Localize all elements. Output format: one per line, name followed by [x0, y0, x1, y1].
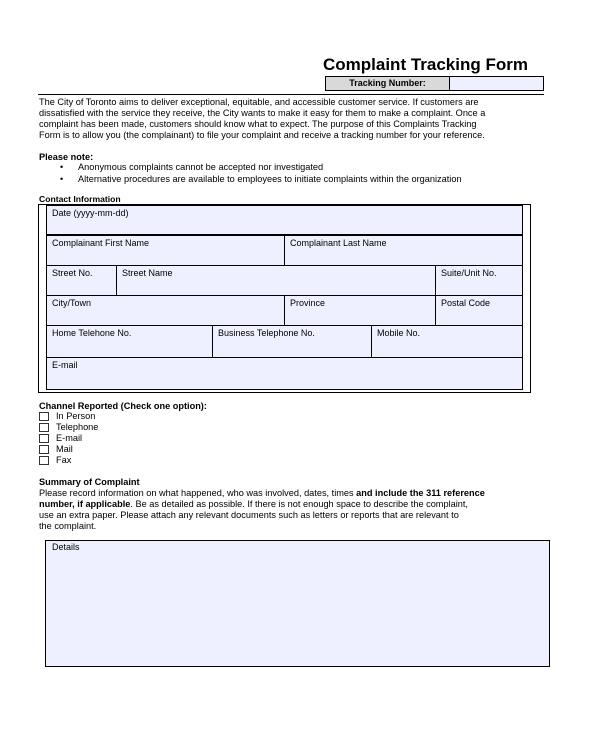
- business-phone-label: Business Telephone No.: [218, 328, 315, 338]
- city-label: City/Town: [52, 298, 92, 308]
- last-name-field[interactable]: [284, 235, 523, 266]
- intro-line-2: dissatisfied with the service they receive, the City wants to make it easy for them to make a complaint. Once a: [39, 108, 486, 118]
- street-no-field[interactable]: [46, 265, 117, 296]
- mobile-field[interactable]: [371, 325, 523, 358]
- details-textarea[interactable]: [45, 540, 550, 667]
- email-label: E-mail: [52, 360, 78, 370]
- summary-line-4: the complaint.: [39, 521, 97, 531]
- intro-line-4: Form is to allow you (the complainant) to file your complaint and receive a tracking number for your reference.: [39, 130, 485, 140]
- note-bullet-1: [60, 162, 540, 173]
- date-label: Date (yyyy-mm-dd): [52, 208, 129, 218]
- header-divider: [38, 94, 544, 95]
- checkbox[interactable]: [39, 423, 49, 432]
- checkbox[interactable]: [39, 445, 49, 454]
- note-bullet-text: Alternative procedures are available to employees to initiate complaints within the organization: [78, 174, 462, 184]
- intro-line-3: complaint has been made, customers should know what to expect. The purpose of this Complaints Tracking: [39, 119, 477, 129]
- city-field[interactable]: [46, 295, 285, 326]
- last-name-label: Complainant Last Name: [290, 238, 387, 248]
- first-name-label: Complainant First Name: [52, 238, 150, 248]
- channel-option-label: Fax: [56, 455, 72, 465]
- contact-heading: Contact Information: [39, 194, 121, 204]
- street-name-label: Street Name: [122, 268, 173, 278]
- channel-option-label: Telephone: [56, 422, 99, 432]
- first-name-field[interactable]: [46, 235, 285, 266]
- suite-label: Suite/Unit No.: [441, 268, 497, 278]
- channel-heading: Channel Reported (Check one option):: [39, 401, 207, 411]
- street-name-field[interactable]: [116, 265, 436, 296]
- intro-line-1: The City of Toronto aims to deliver exceptional, equitable, and accessible customer service. If customers are: [39, 97, 479, 107]
- postal-code-label: Postal Code: [441, 298, 491, 308]
- summary-text: Please record information on what happened, who was involved, dates, times: [39, 488, 357, 498]
- business-phone-field[interactable]: [212, 325, 372, 358]
- page-title: Complaint Tracking Form: [323, 55, 528, 74]
- channel-option-label: In Person: [56, 411, 96, 421]
- suite-field[interactable]: [435, 265, 523, 296]
- home-phone-field[interactable]: [46, 325, 213, 358]
- note-heading: Please note:: [39, 152, 94, 162]
- tracking-number-field[interactable]: [449, 76, 544, 91]
- tracking-number-label: Tracking Number:: [325, 76, 450, 91]
- note-bullet-text: Anonymous complaints cannot be accepted nor investigated: [78, 162, 324, 172]
- summary-text: . Be as detailed as possible. If there is not enough space to describe the complaint,: [130, 499, 468, 509]
- summary-text-bold: and include the 311 reference: [356, 488, 485, 498]
- summary-line-3: use an extra paper. Please attach any relevant documents such as letters or reports that are relevant to: [39, 510, 459, 520]
- summary-text-bold: number, if applicable: [39, 499, 131, 509]
- province-field[interactable]: [284, 295, 436, 326]
- summary-heading: Summary of Complaint: [39, 477, 140, 487]
- checkbox[interactable]: [39, 434, 49, 443]
- channel-option-label: E-mail: [56, 433, 83, 443]
- postal-code-field[interactable]: [435, 295, 523, 326]
- date-field[interactable]: [46, 205, 523, 235]
- checkbox[interactable]: [39, 456, 49, 465]
- channel-option-label: Mail: [56, 444, 73, 454]
- summary-line-2: [39, 499, 539, 510]
- street-no-label: Street No.: [52, 268, 93, 278]
- email-field[interactable]: [46, 357, 523, 390]
- bullet-icon: •: [60, 174, 64, 184]
- home-phone-label: Home Telehone No.: [52, 328, 132, 338]
- mobile-label: Mobile No.: [377, 328, 421, 338]
- details-label: Details: [52, 542, 80, 552]
- summary-line-1: [39, 488, 539, 499]
- checkbox[interactable]: [39, 412, 49, 421]
- note-bullet-2: [60, 174, 540, 185]
- province-label: Province: [290, 298, 326, 308]
- bullet-icon: •: [60, 162, 64, 172]
